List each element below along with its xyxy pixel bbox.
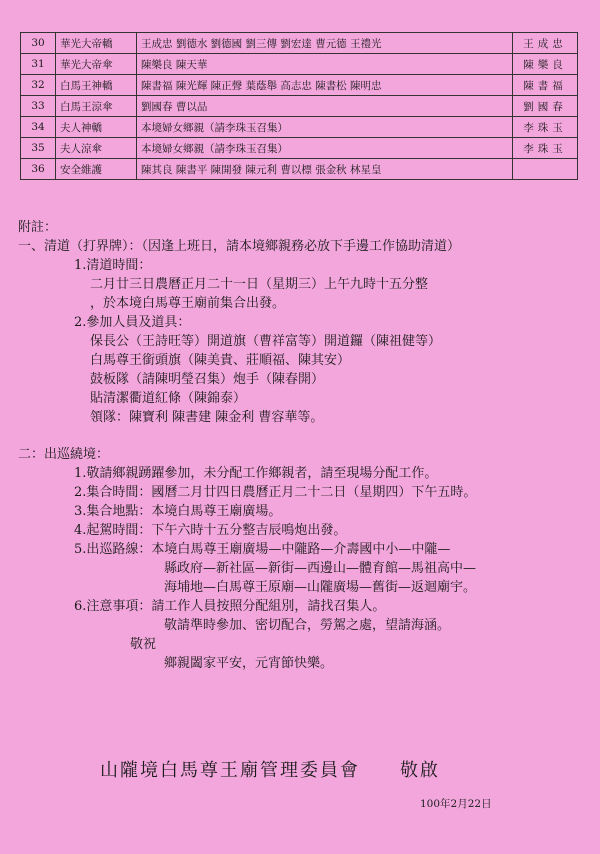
row-number: 31 [21, 54, 56, 75]
roster-row [21, 117, 578, 138]
section-2-title: 二：出巡繞境： [18, 447, 110, 462]
duty-members: 陳書福 陳光輝 陳正聲 葉蔭舉 高志忠 陳書松 陳明忠 [137, 75, 513, 96]
roster-row [21, 33, 578, 54]
roster-row [21, 138, 578, 159]
duty-members: 劉國春 曹以品 [137, 96, 513, 117]
wish-line: 鄉親闔家平安，元宵節快樂。 [164, 656, 334, 671]
duty-members: 王成忠 劉德水 劉德國 劉三傳 劉宏達 曹元德 王禮光 [137, 33, 513, 54]
s2-item-5-route-b: 縣政府—新社區—新街—西邊山—體育館—馬祖高中— [164, 561, 477, 576]
s1-item-2: 2.參加人員及道具： [74, 315, 191, 330]
duty-item: 夫人神轎 [56, 117, 137, 138]
row-number: 33 [21, 96, 56, 117]
s1-item-2-line-b: 白馬尊王銜頭旗（陳美貴、莊順福、陳其安） [90, 353, 351, 368]
s2-item-3: 3.集合地點：本境白馬尊王廟廣場。 [74, 504, 282, 519]
roster-row [21, 159, 578, 180]
roster-row [21, 54, 578, 75]
duty-leader: 王成忠 [513, 33, 578, 54]
duty-members: 陳樂良 陳天華 [137, 54, 513, 75]
duty-leader: 陳樂良 [513, 54, 578, 75]
row-number: 35 [21, 138, 56, 159]
footer-organization [100, 756, 440, 782]
duty-leader: 李珠玉 [513, 138, 578, 159]
s1-item-1: 1.清道時間： [74, 258, 152, 273]
duty-item: 白馬王涼傘 [56, 96, 137, 117]
duty-leader: 陳書福 [513, 75, 578, 96]
organization-name: 山隴境白馬尊王廟管理委員會 [100, 760, 360, 781]
roster-table [20, 32, 578, 180]
duty-item: 夫人涼傘 [56, 138, 137, 159]
closing-phrase: 敬啟 [400, 760, 440, 781]
duty-item: 華光大帝傘 [56, 54, 137, 75]
section-1-title: 一、清道（打界牌）：（因逢上班日，請本境鄉親務必放下手邊工作協助清道） [18, 239, 461, 254]
duty-item: 安全維護 [56, 159, 137, 180]
roster-row [21, 75, 578, 96]
duty-leader: 劉國春 [513, 96, 578, 117]
s2-item-2: 2.集合時間：國曆二月廿四日農曆正月二十二日（星期四）下午五時。 [74, 485, 477, 500]
duty-leader [513, 159, 578, 180]
s1-item-2-line-a: 保長公（王詩旺等）開道旗（曹祥富等）開道鑼（陳祖健等） [90, 334, 442, 349]
respect-phrase: 敬祝 [130, 637, 157, 652]
notes-section [18, 218, 588, 673]
row-number: 34 [21, 117, 56, 138]
notes-heading: 附註： [18, 220, 58, 235]
roster-row [21, 96, 578, 117]
s2-item-4: 4.起駕時間：下午六時十五分整吉辰鳴炮出發。 [74, 523, 347, 538]
s1-item-2-line-d: 貼清潔衢道紅條（陳錦泰） [90, 391, 247, 406]
s2-item-6-line-b: 敬請準時參加、密切配合，勞駕之處，望請海涵。 [164, 618, 451, 633]
s2-item-1: 1.敬請鄉親踴躍參加，未分配工作鄉親者，請至現場分配工作。 [74, 466, 438, 481]
duty-leader: 李珠玉 [513, 117, 578, 138]
s1-item-1-time: 二月廿三日農曆正月二十一日（星期三）上午九時十五分整 [90, 277, 429, 292]
s1-item-2-line-e: 領隊：陳寶利 陳書建 陳金利 曹容華等。 [90, 410, 324, 425]
row-number: 36 [21, 159, 56, 180]
s2-item-5: 5.出巡路線：本境白馬尊王廟廣場—中隴路—介壽國中小—中隴— [74, 542, 451, 557]
s2-item-6: 6.注意事項：請工作人員按照分配組別，請找召集人。 [74, 599, 386, 614]
row-number: 30 [21, 33, 56, 54]
row-number: 32 [21, 75, 56, 96]
duty-members: 本境婦女鄉親（請李珠玉召集） [137, 138, 513, 159]
duty-members: 本境婦女鄉親（請李珠玉召集） [137, 117, 513, 138]
duty-item: 華光大帝轎 [56, 33, 137, 54]
duty-members: 陳其良 陳書平 陳開發 陳元利 曹以標 張金秋 林星皇 [137, 159, 513, 180]
s1-item-2-line-c: 鼓板隊（請陳明瑩召集）炮手（陳春開） [90, 372, 325, 387]
footer-date: 100年2月22日 [420, 798, 492, 810]
s1-item-1-place: ，於本境白馬尊王廟前集合出發。 [90, 296, 286, 311]
duty-item: 白馬王神轎 [56, 75, 137, 96]
s2-item-5-route-c: 海埔地—白馬尊王原廟—山隴廣場—舊街—返迴廟宇。 [164, 580, 477, 595]
